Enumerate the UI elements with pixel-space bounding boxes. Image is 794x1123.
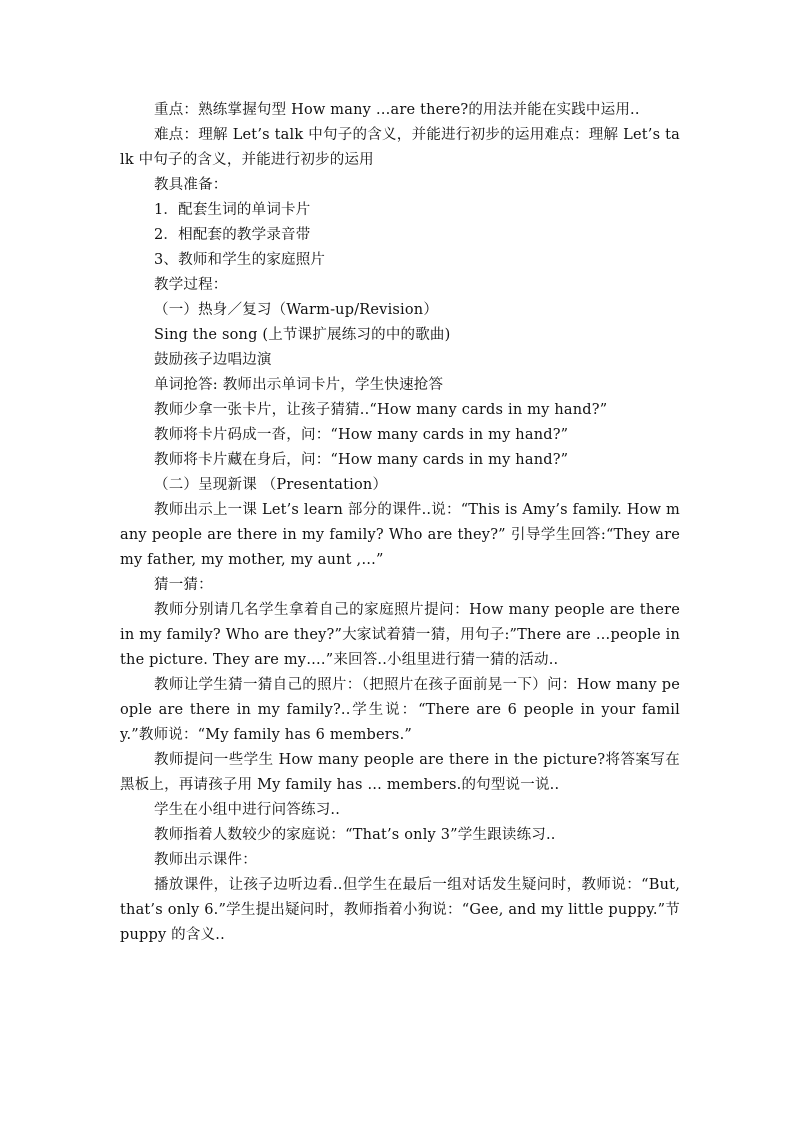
card-guess-line-1: 教师少拿一张卡片，让孩子猜猜..“How many cards in my hand?” [154,402,608,418]
aid-item-1: 1．配套生词的单词卡片 [154,202,311,218]
question-board-paragraph: 教师提问一些学生 How many people are there in the picture?将答案写在黑板上，再请孩子用 My family has … members.的句型说一说.. [120,752,680,793]
lesson-plan-body [120,98,680,948]
courseware-line: 教师出示课件： [154,852,257,868]
group-practice-line: 学生在小组中进行问答练习.. [154,802,341,818]
presentation-heading: （二）呈现新课 （Presentation） [154,477,388,493]
courseware-paragraph: 播放课件，让孩子边听边看..但学生在最后一组对话发生疑问时，教师说：“But, that’s only 6.”学生提出疑问时，教师指着小狗说：“Gee, and my little puppy.”节 puppy 的含义.. [120,877,680,943]
card-guess-line-3: 教师将卡片藏在身后，问：“How many cards in my hand?” [154,452,569,468]
guess-heading: 猜一猜： [154,577,213,593]
aid-item-3: 3、教师和学生的家庭照片 [154,252,326,268]
presentation-paragraph: 教师出示上一课 Let’s learn 部分的课件..说：“This is Amy’s family. How many people are there in my family? Who are they?” 引导学生回答:“They are my father, my mother, my aunt ,…” [120,502,680,568]
aid-item-2: 2．相配套的教学录音带 [154,227,311,243]
teaching-process-heading: 教学过程： [154,277,228,293]
word-quiz-line: 单词抢答: 教师出示单词卡片，学生快速抢答 [154,377,444,393]
sing-song-line: Sing the song (上节课扩展练习的中的歌曲) [154,327,451,343]
photo-question-paragraph: 教师分别请几名学生拿着自己的家庭照片提问：How many people are there in my family? Who are they?”大家试着猜一猜，用句子:”There are …people in the picture. They are my….”来回答..小组里进行猜一猜的活动.. [120,602,680,668]
key-point-paragraph: 重点：熟练掌握句型 How many …are there?的用法并能在实践中运用.. [154,102,640,118]
difficulty-paragraph: 难点：理解 Let’s talk 中句子的含义，并能进行初步的运用难点：理解 Let’s talk 中句子的含义，并能进行初步的运用 [120,127,680,168]
encourage-line: 鼓励孩子边唱边演 [154,352,272,368]
card-guess-line-2: 教师将卡片码成一沓，问：“How many cards in my hand?” [154,427,569,443]
small-family-line: 教师指着人数较少的家庭说：“That’s only 3”学生跟读练习.. [154,827,556,843]
teaching-aids-heading: 教具准备： [154,177,228,193]
teacher-photo-paragraph: 教师让学生猜一猜自己的照片：（把照片在孩子面前晃一下）问：How many people are there in my family?..学生说：“There are 6 people in your family.”教师说：“My family has 6 members.” [120,677,680,743]
warmup-heading: （一）热身／复习（Warm-up/Revision） [154,302,439,318]
